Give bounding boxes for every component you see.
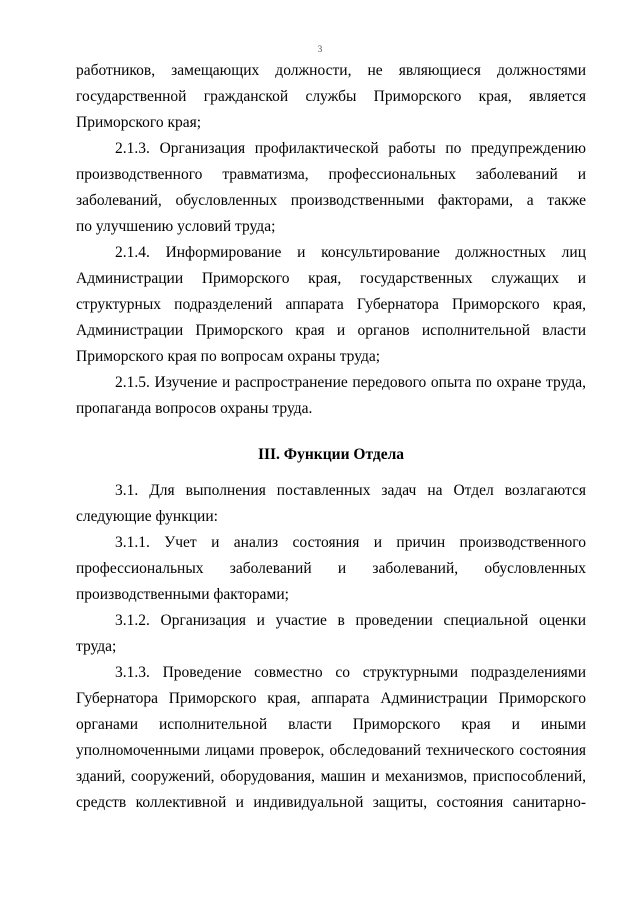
section-heading: III. Функции Отдела xyxy=(257,446,405,463)
text-line: пропаганда вопросов охраны труда. xyxy=(76,400,313,417)
document-body xyxy=(76,58,586,816)
text-line: государственной гражданской службы Приморского края, является xyxy=(76,88,586,105)
text-line: органами исполнительной власти Приморского края и иными xyxy=(76,716,586,733)
paragraph-3-1-1 xyxy=(76,530,586,608)
text-line: 3.1.1. Учет и анализ состояния и причин производственного xyxy=(115,534,586,551)
spacer xyxy=(76,422,586,440)
text-line: работников, замещающих должности, не являющиеся должностями xyxy=(76,62,586,79)
text-line: Администрации Приморского края, государственных служащих и xyxy=(76,270,586,287)
page-number: 3 xyxy=(317,44,323,54)
text-line: 2.1.4. Информирование и консультирование должностных лиц xyxy=(115,244,586,261)
text-line: Губернатора Приморского края, аппарата Администрации Приморского xyxy=(76,690,586,707)
text-line: 2.1.3. Организация профилактической работы по предупреждению xyxy=(115,140,586,157)
paragraph-continuation xyxy=(76,58,586,136)
text-line: профессиональных заболеваний и заболеваний, обусловленных xyxy=(76,560,586,577)
text-line: 2.1.5. Изучение и распространение передового опыта по охране труда, xyxy=(115,374,586,391)
text-line: 3.1.2. Организация и участие в проведении специальной оценки xyxy=(115,612,586,629)
text-line: Администрации Приморского края и органов исполнительной власти xyxy=(76,322,586,339)
text-line: уполномоченными лицами проверок, обследований технического состояния xyxy=(76,742,586,759)
text-line: структурных подразделений аппарата Губернатора Приморского края, xyxy=(76,296,586,313)
text-line: зданий, сооружений, оборудования, машин и механизмов, приспособлений, xyxy=(76,768,586,785)
text-line: Приморского края по вопросам охраны труда; xyxy=(76,348,381,365)
text-line: средств коллективной и индивидуальной защиты, состояния санитарно- xyxy=(76,794,586,811)
paragraph-2-1-5 xyxy=(76,370,586,422)
paragraph-3-1-2 xyxy=(76,608,586,660)
text-line: 3.1. Для выполнения поставленных задач на Отдел возлагаются xyxy=(115,482,586,499)
paragraph-3-1-3 xyxy=(76,660,586,816)
text-line: 3.1.3. Проведение совместно со структурными подразделениями xyxy=(115,664,586,681)
text-line: Приморского края; xyxy=(76,114,202,131)
paragraph-2-1-4 xyxy=(76,240,586,370)
text-line: заболеваний, обусловленных производственными факторами, а также xyxy=(76,192,586,209)
spacer xyxy=(76,470,586,478)
text-line: труда; xyxy=(76,638,117,655)
text-line: производственными факторами; xyxy=(76,586,289,603)
text-line: производственного травматизма, профессиональных заболеваний и xyxy=(76,166,586,183)
paragraph-3-1 xyxy=(76,478,586,530)
paragraph-2-1-3 xyxy=(76,136,586,240)
text-line: следующие функции: xyxy=(76,508,218,525)
text-line: по улучшению условий труда; xyxy=(76,218,276,235)
